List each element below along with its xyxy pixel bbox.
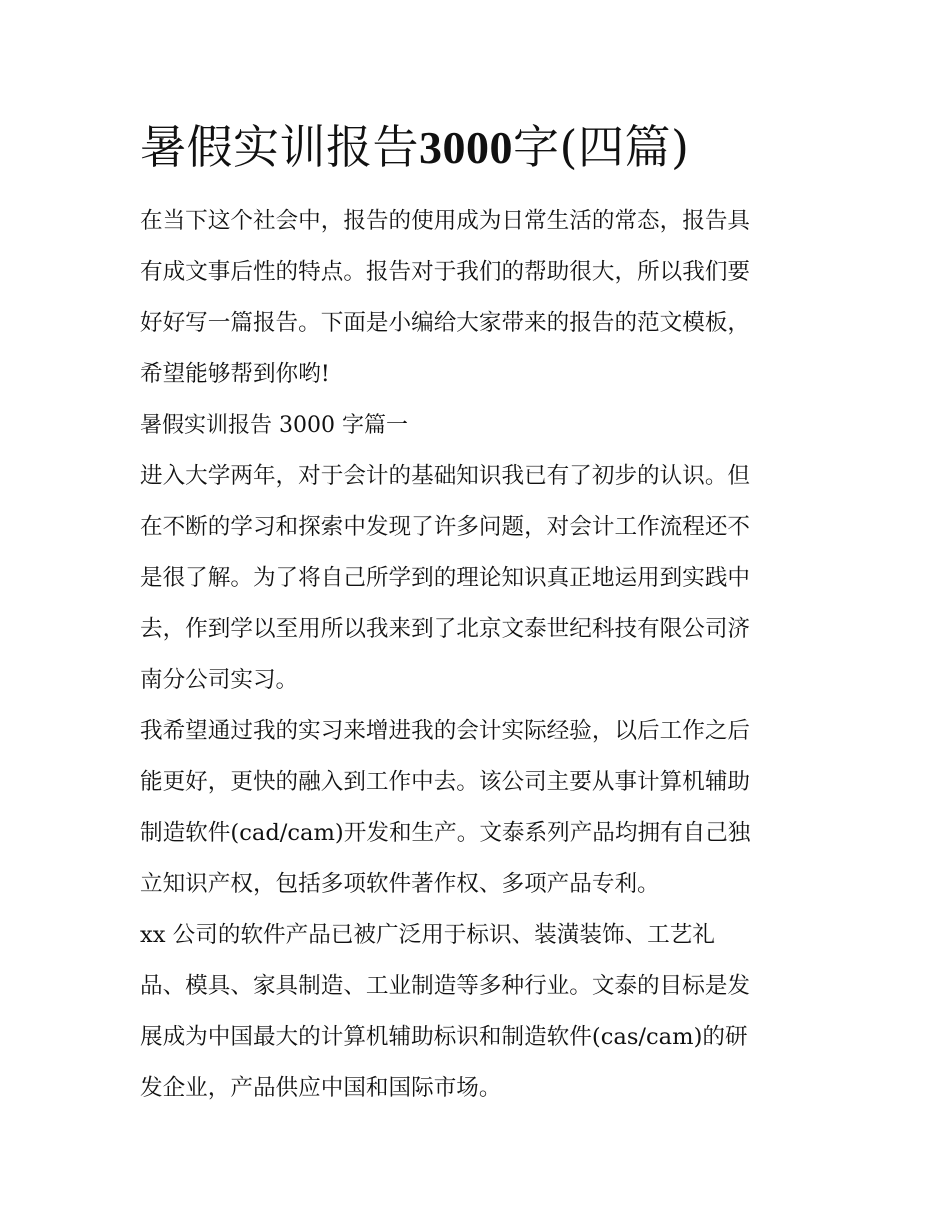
paragraph-3-line-4: 发企业，产品供应中国和国际市场。 bbox=[140, 1075, 502, 1101]
paragraph-1-line-2: 在不断的学习和探索中发现了许多问题，对会计工作流程还不 bbox=[140, 514, 751, 540]
document-title bbox=[140, 116, 840, 179]
paragraph-3-line-3: 展成为中国最大的计算机辅助标识和制造软件(cas/cam)的研 bbox=[140, 1024, 748, 1050]
title-suffix: 字(四篇) bbox=[513, 120, 690, 174]
intro-line-2: 有成文事后性的特点。报告对于我们的帮助很大，所以我们要 bbox=[140, 259, 751, 285]
paragraph-2-line-2: 能更好，更快的融入到工作中去。该公司主要从事计算机辅助 bbox=[140, 769, 751, 795]
intro-line-3: 好好写一篇报告。下面是小编给大家带来的报告的范文模板， bbox=[140, 310, 751, 336]
paragraph-1-line-4: 去，作到学以至用所以我来到了北京文泰世纪科技有限公司济 bbox=[140, 616, 751, 642]
title-number: 3000 bbox=[419, 122, 513, 173]
paragraph-3-line-1: xx 公司的软件产品已被广泛用于标识、装潢装饰、工艺礼 bbox=[140, 922, 715, 948]
paragraph-2-line-1: 我希望通过我的实习来增进我的会计实际经验，以后工作之后 bbox=[140, 718, 751, 744]
paragraph-3-line-2: 品、模具、家具制造、工业制造等多种行业。文泰的目标是发 bbox=[140, 973, 751, 999]
paragraph-1-line-1: 进入大学两年，对于会计的基础知识我已有了初步的认识。但 bbox=[140, 463, 751, 489]
paragraph-2-line-3: 制造软件(cad/cam)开发和生产。文泰系列产品均拥有自己独 bbox=[140, 820, 751, 846]
intro-line-4: 希望能够帮到你哟! bbox=[140, 361, 330, 387]
paragraph-1-line-5: 南分公司实习。 bbox=[140, 667, 299, 693]
document-body bbox=[140, 196, 820, 1114]
section-heading: 暑假实训报告 3000 字篇一 bbox=[140, 413, 408, 438]
title-text: 暑假实训报告 bbox=[140, 120, 419, 174]
intro-line-1: 在当下这个社会中，报告的使用成为日常生活的常态，报告具 bbox=[140, 208, 751, 234]
paragraph-1-line-3: 是很了解。为了将自己所学到的理论知识真正地运用到实践中 bbox=[140, 565, 751, 591]
paragraph-2-line-4: 立知识产权，包括多项软件著作权、多项产品专利。 bbox=[140, 871, 660, 897]
